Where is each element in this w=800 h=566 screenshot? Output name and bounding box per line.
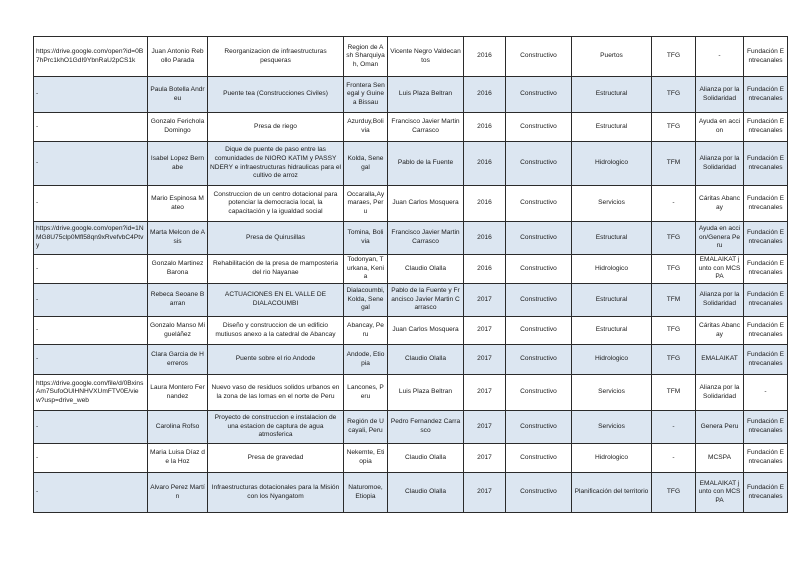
location-cell: Región de Ucayali, Peru xyxy=(344,411,388,444)
supervisor-cell: Claudio Olalla xyxy=(388,255,464,284)
year-cell: 2017 xyxy=(464,317,506,345)
funder-cell: Fundación Entrecanales xyxy=(744,473,788,513)
link-cell[interactable]: https://drive.google.com/open?id=0B7hPrc1khO1GdI9YbnRaU2pCS1k xyxy=(34,37,148,77)
type-cell: Constructivo xyxy=(506,37,572,77)
year-cell: 2017 xyxy=(464,345,506,375)
type-cell: Constructivo xyxy=(506,375,572,411)
type-cell: Constructivo xyxy=(506,345,572,375)
author-cell: Gonzalo Manso Migueláñez xyxy=(148,317,208,345)
link-cell[interactable]: - xyxy=(34,77,148,113)
link-cell[interactable]: https://drive.google.com/file/d/0BxinsAm7SufoOUlHNHVXUmFTV0E/view?usp=drive_web xyxy=(34,375,148,411)
year-cell: 2017 xyxy=(464,473,506,513)
area-cell: Estructural xyxy=(572,222,652,255)
supervisor-cell: Juan Carlos Mosquera xyxy=(388,186,464,222)
link-cell[interactable]: - xyxy=(34,473,148,513)
work-type-cell: TFG xyxy=(652,345,696,375)
location-cell: Andode, Etiopia xyxy=(344,345,388,375)
link-cell[interactable]: - xyxy=(34,345,148,375)
author-cell: Clara Garcia de Herreros xyxy=(148,345,208,375)
year-cell: 2016 xyxy=(464,142,506,186)
link-cell[interactable]: - xyxy=(34,255,148,284)
table-row xyxy=(34,444,788,473)
project-title-cell: Proyecto de construccion e instalacion de una estacion de captura de agua atmosferica xyxy=(208,411,344,444)
author-cell: Alvaro Perez Martín xyxy=(148,473,208,513)
table-row xyxy=(34,113,788,142)
partner-cell: EMALAIKAT junto con MCSPA xyxy=(696,473,744,513)
table-row xyxy=(34,142,788,186)
supervisor-cell: Pablo de la Fuente xyxy=(388,142,464,186)
table-row xyxy=(34,255,788,284)
work-type-cell: TFG xyxy=(652,255,696,284)
link-cell[interactable]: - xyxy=(34,411,148,444)
area-cell: Hidrologico xyxy=(572,444,652,473)
supervisor-cell: Claudio Olalla xyxy=(388,473,464,513)
partner-cell: Cáritas Abancay xyxy=(696,317,744,345)
type-cell: Constructivo xyxy=(506,186,572,222)
year-cell: 2016 xyxy=(464,186,506,222)
partner-cell: Alianza por la Solidaridad xyxy=(696,375,744,411)
work-type-cell: TFG xyxy=(652,222,696,255)
year-cell: 2016 xyxy=(464,37,506,77)
type-cell: Constructivo xyxy=(506,113,572,142)
location-cell: Dialacoumbi, Kolda, Senegal xyxy=(344,284,388,317)
location-cell: Tomina, Bolivia xyxy=(344,222,388,255)
work-type-cell: TFG xyxy=(652,113,696,142)
location-cell: Occaralla,Aymaraes, Peru xyxy=(344,186,388,222)
location-cell: Kolda, Senegal xyxy=(344,142,388,186)
funder-cell: Fundación Entrecanales xyxy=(744,37,788,77)
work-type-cell: - xyxy=(652,186,696,222)
supervisor-cell: Luis Plaza Beltran xyxy=(388,375,464,411)
work-type-cell: TFG xyxy=(652,37,696,77)
funder-cell: Fundación Entrecanales xyxy=(744,113,788,142)
type-cell: Constructivo xyxy=(506,473,572,513)
projects-table xyxy=(33,36,788,513)
location-cell: Lancones, Peru xyxy=(344,375,388,411)
partner-cell: Genera Peru xyxy=(696,411,744,444)
type-cell: Constructivo xyxy=(506,142,572,186)
table-row xyxy=(34,375,788,411)
author-cell: Laura Montero Fernandez xyxy=(148,375,208,411)
location-cell: Naturomoe, Etiopia xyxy=(344,473,388,513)
author-cell: Mario Espinosa Mateo xyxy=(148,186,208,222)
table-row xyxy=(34,37,788,77)
area-cell: Estructural xyxy=(572,317,652,345)
funder-cell: Fundación Entrecanales xyxy=(744,411,788,444)
table-row xyxy=(34,317,788,345)
partner-cell: MCSPA xyxy=(696,444,744,473)
link-cell[interactable]: https://drive.google.com/open?id=1NMG8U75clp0Mfl58qn9xRvefvbC4Ptvy xyxy=(34,222,148,255)
author-cell: Marta Melcon de Asis xyxy=(148,222,208,255)
work-type-cell: - xyxy=(652,411,696,444)
author-cell: Gonzalo Martinez Barona xyxy=(148,255,208,284)
area-cell: Servicios xyxy=(572,186,652,222)
author-cell: Juan Antonio Rebollo Parada xyxy=(148,37,208,77)
link-cell[interactable]: - xyxy=(34,186,148,222)
partner-cell: EMALAIKAT junto con MCSPA xyxy=(696,255,744,284)
area-cell: Hidrologico xyxy=(572,255,652,284)
area-cell: Estructural xyxy=(572,77,652,113)
year-cell: 2017 xyxy=(464,444,506,473)
author-cell: Paula Botella Andreu xyxy=(148,77,208,113)
author-cell: Carolina Rofso xyxy=(148,411,208,444)
partner-cell: Alianza por la Solidaridad xyxy=(696,284,744,317)
funder-cell: Fundación Entrecanales xyxy=(744,142,788,186)
type-cell: Constructivo xyxy=(506,222,572,255)
project-title-cell: Presa de riego xyxy=(208,113,344,142)
project-title-cell: Dique de puente de paso entre las comunidades de NIORO KATIM y PASSY NDERY e infraestructuras hidraulicas para el cultivo de arroz xyxy=(208,142,344,186)
supervisor-cell: Claudio Olalla xyxy=(388,444,464,473)
table-row xyxy=(34,284,788,317)
year-cell: 2017 xyxy=(464,284,506,317)
type-cell: Constructivo xyxy=(506,411,572,444)
author-cell: Isabel Lopez Bernabe xyxy=(148,142,208,186)
work-type-cell: TFM xyxy=(652,375,696,411)
project-title-cell: Puente tea (Construcciones Civiles) xyxy=(208,77,344,113)
project-title-cell: Presa de Quirusillas xyxy=(208,222,344,255)
work-type-cell: TFG xyxy=(652,473,696,513)
supervisor-cell: Francisco Javier Martin Carrasco xyxy=(388,222,464,255)
supervisor-cell: Pedro Fernandez Carrasco xyxy=(388,411,464,444)
area-cell: Servicios xyxy=(572,411,652,444)
project-title-cell: Puente sobre el rio Andode xyxy=(208,345,344,375)
year-cell: 2016 xyxy=(464,222,506,255)
year-cell: 2016 xyxy=(464,77,506,113)
project-title-cell: Diseño y construccion de un edificio mutiusos anexo a la catedral de Abancay xyxy=(208,317,344,345)
project-title-cell: Infraestructuras dotacionales para la Misión con los Nyangatom xyxy=(208,473,344,513)
project-title-cell: Reorganizacion de infraestructuras pesqueras xyxy=(208,37,344,77)
location-cell: Frontera Senegal y Guinea Bissau xyxy=(344,77,388,113)
year-cell: 2016 xyxy=(464,113,506,142)
funder-cell: Fundación Entrecanales xyxy=(744,317,788,345)
location-cell: Azurduy,Bolivia xyxy=(344,113,388,142)
author-cell: Rebeca Seoane Barran xyxy=(148,284,208,317)
work-type-cell: TFM xyxy=(652,284,696,317)
project-title-cell: Rehabilitación de la presa de mamposteria del rio Nayanae xyxy=(208,255,344,284)
project-title-cell: Construccion de un centro dotacional para potenciar la democracia local, la capacitación y la igualdad social xyxy=(208,186,344,222)
table-row xyxy=(34,222,788,255)
partner-cell: Ayuda en accion/Genera Peru xyxy=(696,222,744,255)
area-cell: Hidrologico xyxy=(572,345,652,375)
year-cell: 2017 xyxy=(464,411,506,444)
work-type-cell: TFM xyxy=(652,142,696,186)
link-cell[interactable]: - xyxy=(34,317,148,345)
type-cell: Constructivo xyxy=(506,284,572,317)
funder-cell: Fundación Entrecanales xyxy=(744,77,788,113)
type-cell: Constructivo xyxy=(506,77,572,113)
type-cell: Constructivo xyxy=(506,317,572,345)
funder-cell: Fundación Entrecanales xyxy=(744,222,788,255)
table-row xyxy=(34,345,788,375)
link-cell[interactable]: - xyxy=(34,142,148,186)
location-cell: Region de Ash Sharquiyah, Oman xyxy=(344,37,388,77)
work-type-cell: TFG xyxy=(652,77,696,113)
location-cell: Todonyan, Turkana, Kenia xyxy=(344,255,388,284)
supervisor-cell: Claudio Olalla xyxy=(388,345,464,375)
link-cell[interactable]: - xyxy=(34,284,148,317)
area-cell: Planificación del territorio xyxy=(572,473,652,513)
work-type-cell: TFG xyxy=(652,317,696,345)
partner-cell: Ayuda en accion xyxy=(696,113,744,142)
link-cell[interactable]: - xyxy=(34,113,148,142)
area-cell: Estructural xyxy=(572,113,652,142)
partner-cell: Alianza por la Solidaridad xyxy=(696,142,744,186)
funder-cell: Fundación Entrecanales xyxy=(744,444,788,473)
link-cell[interactable]: - xyxy=(34,444,148,473)
table-row xyxy=(34,473,788,513)
funder-cell: Fundación Entrecanales xyxy=(744,255,788,284)
partner-cell: - xyxy=(696,37,744,77)
funder-cell: Fundación Entrecanales xyxy=(744,186,788,222)
partner-cell: EMALAIKAT xyxy=(696,345,744,375)
type-cell: Constructivo xyxy=(506,255,572,284)
year-cell: 2017 xyxy=(464,375,506,411)
project-title-cell: ACTUACIONES EN EL VALLE DE DIALACOUMBI xyxy=(208,284,344,317)
location-cell: Nekemte, Etiopia xyxy=(344,444,388,473)
project-title-cell: Presa de gravedad xyxy=(208,444,344,473)
partner-cell: Cáritas Abancay xyxy=(696,186,744,222)
type-cell: Constructivo xyxy=(506,444,572,473)
author-cell: Maria Luisa Díaz de la Hoz xyxy=(148,444,208,473)
author-cell: Gonzalo Ferichola Domingo xyxy=(148,113,208,142)
project-title-cell: Nuevo vaso de residuos solidos urbanos en la zona de las lomas en el norte de Peru xyxy=(208,375,344,411)
area-cell: Hidrologico xyxy=(572,142,652,186)
supervisor-cell: Luis Plaza Beltran xyxy=(388,77,464,113)
location-cell: Abancay, Peru xyxy=(344,317,388,345)
table-row xyxy=(34,411,788,444)
funder-cell: - xyxy=(744,375,788,411)
year-cell: 2016 xyxy=(464,255,506,284)
table-row xyxy=(34,77,788,113)
supervisor-cell: Francisco Javier Martin Carrasco xyxy=(388,113,464,142)
work-type-cell: - xyxy=(652,444,696,473)
area-cell: Estructural xyxy=(572,284,652,317)
supervisor-cell: Pablo de la Fuente y Francisco Javier Martin Carrasco xyxy=(388,284,464,317)
funder-cell: Fundación Entrecanales xyxy=(744,284,788,317)
supervisor-cell: Vicente Negro Valdecantos xyxy=(388,37,464,77)
partner-cell: Alianza por la Solidaridad xyxy=(696,77,744,113)
funder-cell: Fundación Entrecanales xyxy=(744,345,788,375)
area-cell: Puertos xyxy=(572,37,652,77)
supervisor-cell: Juan Carlos Mosquera xyxy=(388,317,464,345)
area-cell: Servicios xyxy=(572,375,652,411)
table-row xyxy=(34,186,788,222)
